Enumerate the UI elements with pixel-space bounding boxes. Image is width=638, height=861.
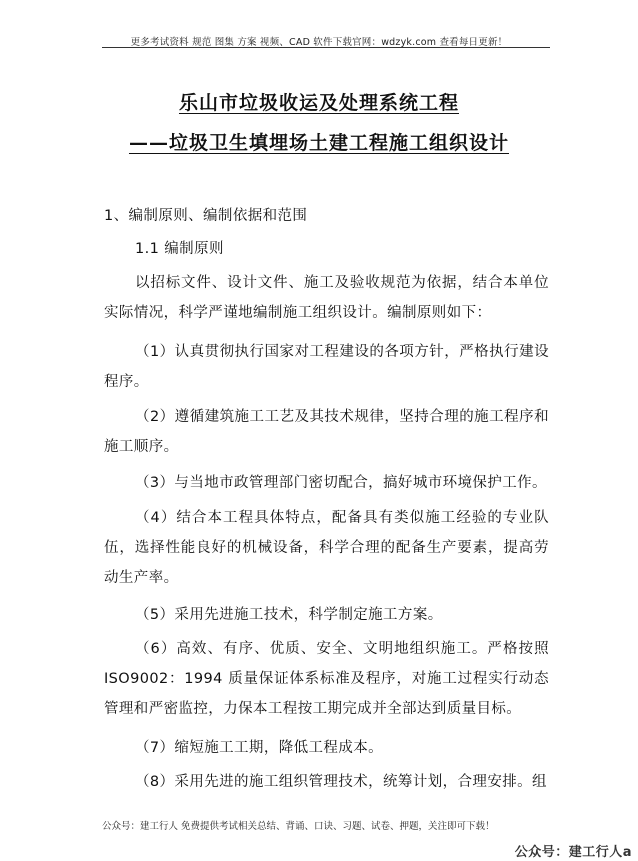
principle-item-2: （2）遵循建筑施工工艺及其技术规律，坚持合理的施工程序和施工顺序。 [104, 409, 549, 455]
principle-item-5: （5）采用先进施工技术，科学制定施工方案。 [135, 607, 443, 623]
principle-item-8: （8）采用先进的施工组织管理技术，统筹计划，合理安排。组 [135, 774, 547, 790]
section-heading: 1、编制原则、编制依据和范围 [104, 208, 308, 224]
principle-item-7: （7）缩短施工工期，降低工程成本。 [135, 740, 384, 756]
principle-item-4: （4）结合本工程具体特点，配备具有类似施工经验的专业队伍，选择性能良好的机械设备，科学合理的配备生产要素，提高劳动生产率。 [104, 510, 549, 586]
document-title-text: 乐山市垃圾收运及处理系统工程 [178, 92, 459, 114]
principle-item-1: （1）认真贯彻执行国家对工程建设的各项方针，严格执行建设程序。 [104, 344, 549, 390]
principle-item-3: （3）与当地市政管理部门密切配合，搞好城市环境保护工作。 [135, 475, 547, 491]
document-subtitle-text: 垃圾卫生填埋场土建工程施工组织设计 [168, 132, 509, 154]
header-divider [102, 47, 550, 48]
header-note: 更多考试资料 规范 图集 方案 视频、CAD 软件下载官网：wdzyk.com 查看每日更新！ [130, 37, 508, 48]
principle-item-6: （6）高效、有序、优质、安全、文明地组织施工。严格按照 ISO9002：1994 质量保证体系标准及程序，对施工过程实行动态管理和严密监控，力保本工程按工期完成并全部达到质量目标。 [104, 641, 549, 717]
subsection-heading: 1.1 编制原则 [135, 241, 224, 257]
watermark: 公众号：建工行人a [514, 845, 632, 860]
footer-note: 公众号：建工行人 免费提供考试相关总结、背诵、口诀、习题、试卷、押题，关注即可下载！ [102, 821, 495, 832]
document-subtitle [0, 128, 638, 155]
document-subtitle-dash: —— [128, 132, 169, 154]
document-title [0, 88, 638, 115]
intro-paragraph: 以招标文件、设计文件、施工及验收规范为依据，结合本单位实际情况，科学严谨地编制施工组织设计。编制原则如下： [104, 275, 549, 321]
